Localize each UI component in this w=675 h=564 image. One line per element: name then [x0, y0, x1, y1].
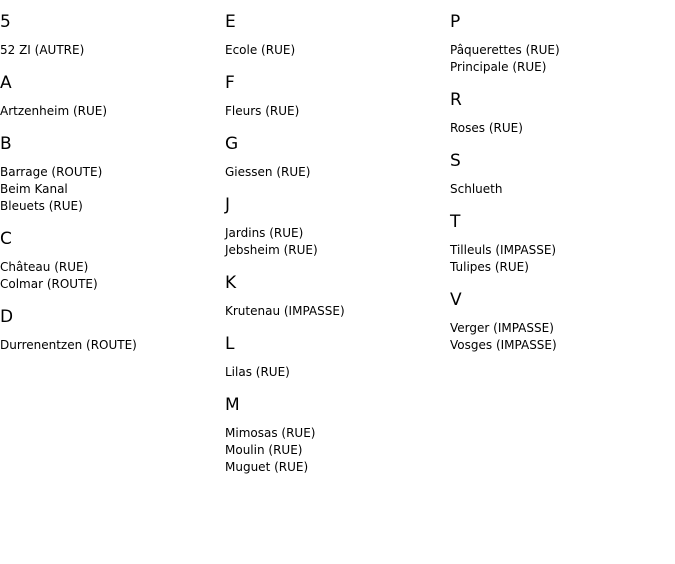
- letter-group: [0, 229, 220, 293]
- street-link[interactable]: Giessen (RUE): [225, 165, 311, 179]
- section-letter-heading: C: [0, 229, 12, 249]
- street-link[interactable]: Roses (RUE): [450, 121, 523, 135]
- street-link[interactable]: Bleuets (RUE): [0, 199, 83, 213]
- letter-group: [225, 73, 445, 120]
- letter-group: [225, 134, 445, 181]
- section-letter-heading: P: [450, 12, 461, 32]
- street-link[interactable]: Colmar (ROUTE): [0, 277, 98, 291]
- street-link[interactable]: Principale (RUE): [450, 60, 547, 74]
- street-link[interactable]: Moulin (RUE): [225, 443, 303, 457]
- letter-group: [0, 307, 220, 354]
- section-letter-heading: T: [450, 212, 461, 232]
- section-letter-heading: A: [0, 73, 12, 93]
- section-letter-heading: M: [225, 395, 240, 415]
- letter-group: [225, 12, 445, 59]
- letter-group: [225, 273, 445, 320]
- section-letter-heading: S: [450, 151, 461, 171]
- street-link[interactable]: Château (RUE): [0, 260, 89, 274]
- street-link[interactable]: Barrage (ROUTE): [0, 165, 103, 179]
- street-link[interactable]: Artzenheim (RUE): [0, 104, 108, 118]
- street-link[interactable]: Jebsheim (RUE): [225, 243, 318, 257]
- letter-group: [450, 12, 670, 76]
- letter-group: [225, 395, 445, 476]
- letter-group: [225, 195, 445, 259]
- street-link[interactable]: Verger (IMPASSE): [450, 321, 554, 335]
- section-letter-heading: L: [225, 334, 235, 354]
- street-link[interactable]: Ecole (RUE): [225, 43, 296, 57]
- section-letter-heading: B: [0, 134, 12, 154]
- section-letter-heading: K: [225, 273, 237, 293]
- street-link[interactable]: Jardins (RUE): [225, 226, 304, 240]
- index-column-1: [0, 12, 220, 368]
- street-link[interactable]: Vosges (IMPASSE): [450, 338, 557, 352]
- street-link[interactable]: Krutenau (IMPASSE): [225, 304, 345, 318]
- street-link[interactable]: 52 ZI (AUTRE): [0, 43, 85, 57]
- letter-group: [450, 290, 670, 354]
- section-letter-heading: D: [0, 307, 14, 327]
- street-link[interactable]: Durrenentzen (ROUTE): [0, 338, 137, 352]
- section-letter-heading: E: [225, 12, 236, 32]
- letter-group: [225, 334, 445, 381]
- section-letter-heading: J: [225, 195, 231, 215]
- section-letter-heading: G: [225, 134, 239, 154]
- letter-group: [0, 134, 220, 215]
- street-link[interactable]: Beim Kanal: [0, 182, 68, 196]
- index-column-2: [225, 12, 445, 490]
- section-letter-heading: V: [450, 290, 462, 310]
- street-link[interactable]: Lilas (RUE): [225, 365, 290, 379]
- letter-group: [450, 151, 670, 198]
- section-letter-heading: F: [225, 73, 235, 93]
- letter-group: [0, 12, 220, 59]
- letter-group: [450, 90, 670, 137]
- street-link[interactable]: Pâquerettes (RUE): [450, 43, 560, 57]
- index-column-3: [450, 12, 670, 368]
- street-link[interactable]: Mimosas (RUE): [225, 426, 316, 440]
- letter-group: [450, 212, 670, 276]
- street-link[interactable]: Muguet (RUE): [225, 460, 309, 474]
- street-link[interactable]: Fleurs (RUE): [225, 104, 300, 118]
- street-link[interactable]: Schlueth: [450, 182, 503, 196]
- street-link[interactable]: Tulipes (RUE): [450, 260, 529, 274]
- section-letter-heading: 5: [0, 12, 11, 32]
- street-link[interactable]: Tilleuls (IMPASSE): [450, 243, 557, 257]
- section-letter-heading: R: [450, 90, 462, 110]
- letter-group: [0, 73, 220, 120]
